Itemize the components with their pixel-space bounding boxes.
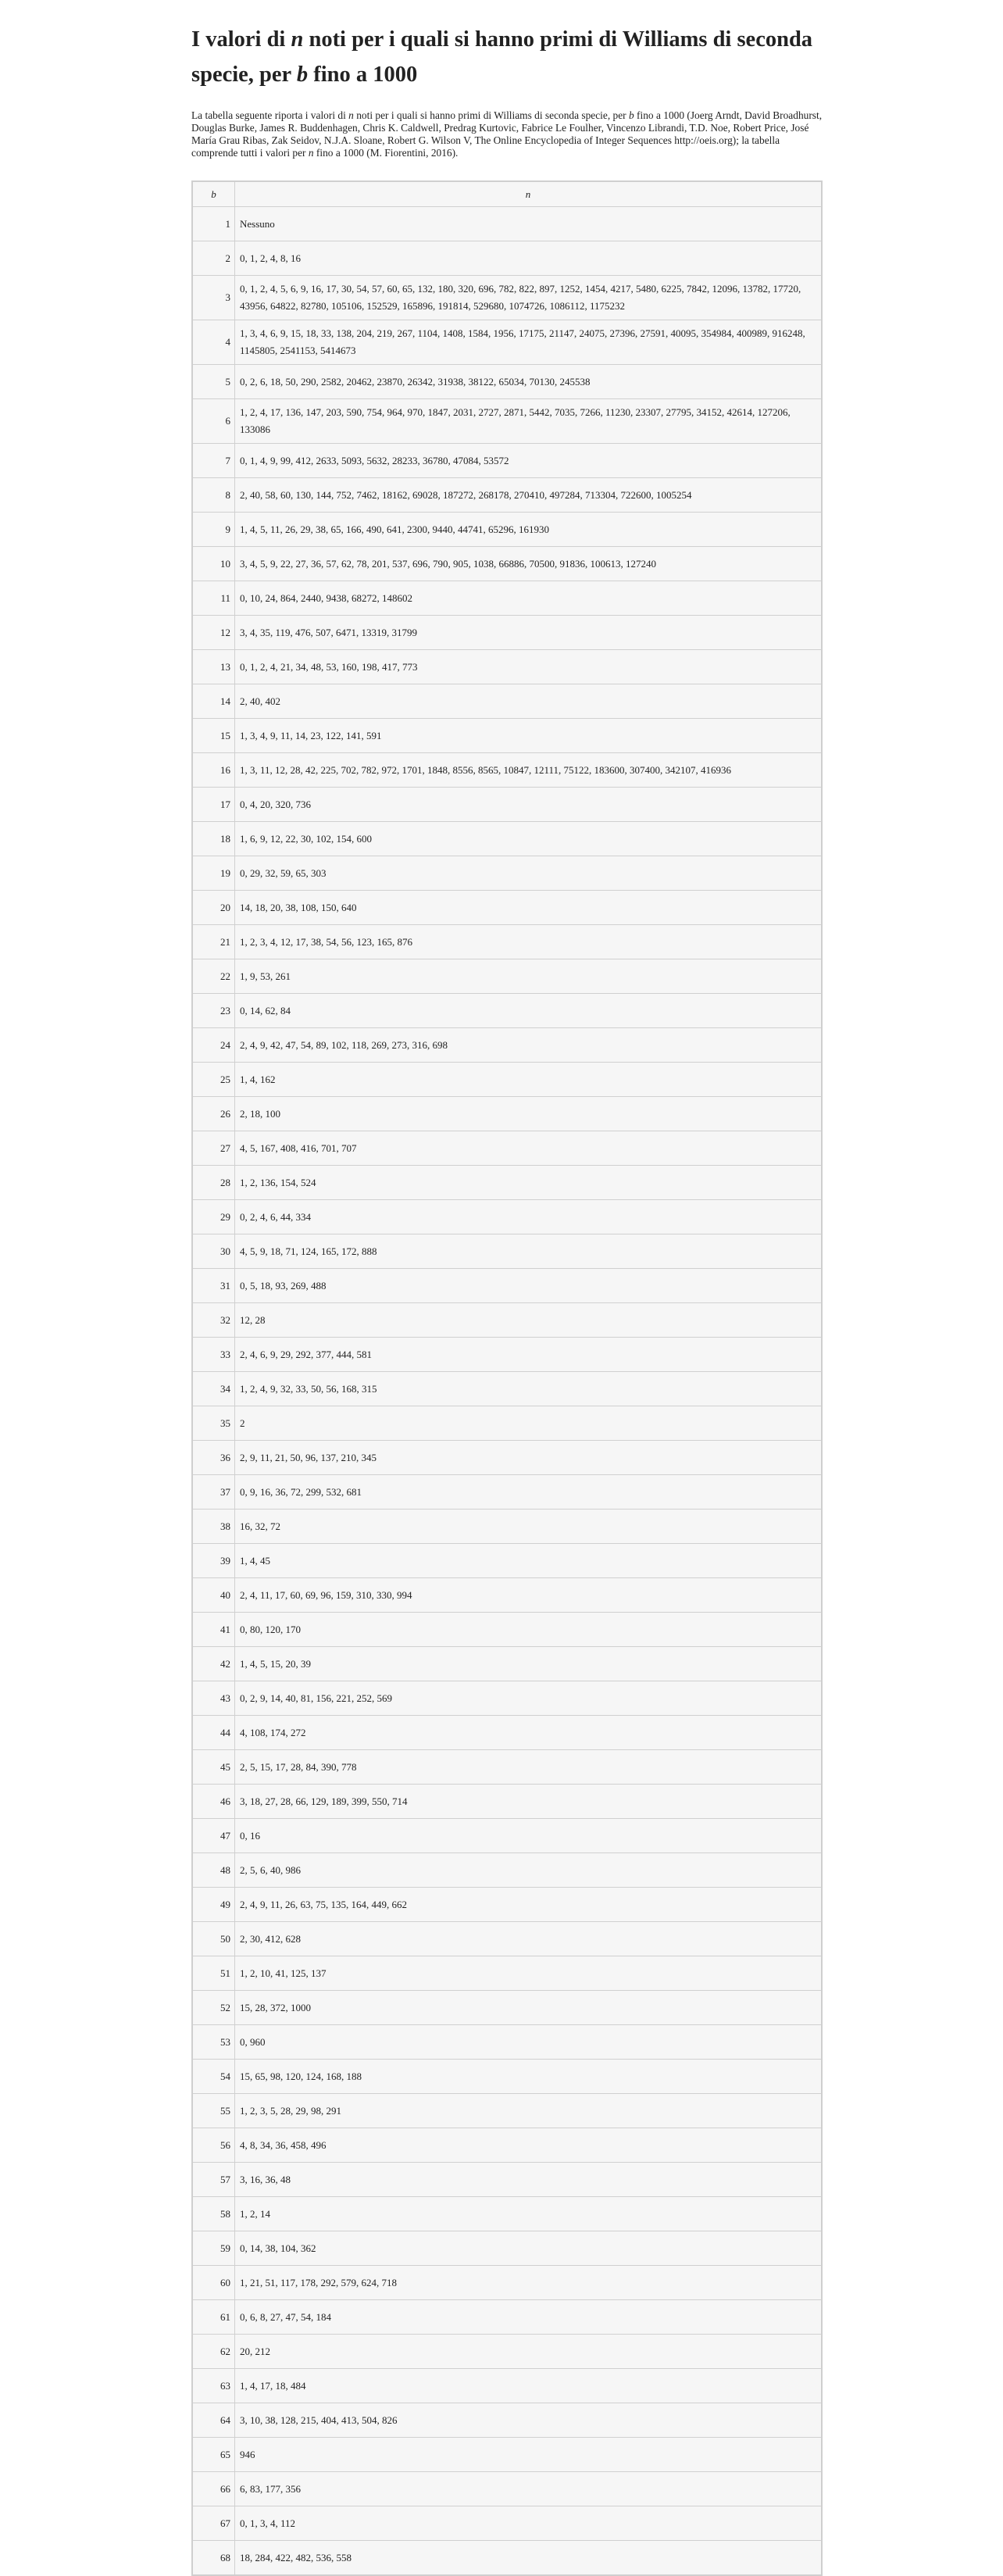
cell-n-values: 2, 5, 15, 17, 28, 84, 390, 778: [235, 1750, 823, 1785]
cell-b-value: 32: [192, 1303, 235, 1338]
cell-n-values: 0, 2, 9, 14, 40, 81, 156, 221, 252, 569: [235, 1681, 823, 1716]
cell-b-value: 28: [192, 1166, 235, 1200]
cell-n-values: 2, 4, 11, 17, 60, 69, 96, 159, 310, 330, 994: [235, 1578, 823, 1613]
table-row: [192, 1750, 822, 1785]
cell-n-values: 18, 284, 422, 482, 536, 558: [235, 2541, 823, 2576]
cell-b-value: 34: [192, 1372, 235, 1406]
cell-n-values: 2, 18, 100: [235, 1097, 823, 1131]
table-row: [192, 2403, 822, 2438]
cell-n-values: 4, 5, 167, 408, 416, 701, 707: [235, 1131, 823, 1166]
table-row: [192, 1063, 822, 1097]
table-row: [192, 1922, 822, 1956]
title-text-post: fino a 1000: [308, 63, 418, 87]
cell-b-value: 50: [192, 1922, 235, 1956]
table-row: [192, 959, 822, 994]
table-row: [192, 2541, 822, 2576]
cell-n-values: 0, 960: [235, 2025, 823, 2060]
cell-b-value: 5: [192, 365, 235, 399]
table-row: [192, 2266, 822, 2300]
table-row: [192, 513, 822, 547]
table-row: [192, 2472, 822, 2506]
cell-n-values: 0, 2, 6, 18, 50, 290, 2582, 20462, 23870, 26342, 31938, 38122, 65034, 70130, 245538: [235, 365, 823, 399]
table-row: [192, 2094, 822, 2128]
cell-n-values: 12, 28: [235, 1303, 823, 1338]
cell-n-values: 0, 16: [235, 1819, 823, 1853]
table-row: [192, 2231, 822, 2266]
cell-b-value: 20: [192, 891, 235, 925]
cell-b-value: 8: [192, 478, 235, 513]
intro-var-b: b: [629, 109, 634, 121]
table-row: [192, 1269, 822, 1303]
cell-n-values: 2, 40, 402: [235, 684, 823, 719]
cell-n-values: 0, 14, 62, 84: [235, 994, 823, 1028]
intro-text: fino a 1000 (Joerg Arndt, David Broadhurst, Douglas Burke, James R. Buddenhagen, Chris K. Caldwell, Predrag Kurtovic, Fabrice Le Foulher, Vincenzo Librandi, T.D. Noe, Robert Price, José María Grau Ribas, Zak Seidov, N.J.A. Sloane, Robert G. Wilson V, The Online Encyclopedia of Integer Sequences http://oeis.org); la tabella comprende tutti i valori per: [191, 109, 823, 159]
cell-b-value: 25: [192, 1063, 235, 1097]
intro-var-n: n: [348, 109, 354, 121]
cell-b-value: 48: [192, 1853, 235, 1888]
table-row: [192, 1097, 822, 1131]
table-row: [192, 1028, 822, 1063]
cell-b-value: 55: [192, 2094, 235, 2128]
table-row: [192, 1888, 822, 1922]
table-row: [192, 1578, 822, 1613]
table-row: [192, 207, 822, 241]
table-row: [192, 891, 822, 925]
cell-n-values: 1, 4, 5, 11, 26, 29, 38, 65, 166, 490, 641, 2300, 9440, 44741, 65296, 161930: [235, 513, 823, 547]
cell-n-values: 14, 18, 20, 38, 108, 150, 640: [235, 891, 823, 925]
table-row: [192, 1131, 822, 1166]
cell-b-value: 1: [192, 207, 235, 241]
table-row: [192, 994, 822, 1028]
cell-n-values: 4, 5, 9, 18, 71, 124, 165, 172, 888: [235, 1234, 823, 1269]
table-row: [192, 1303, 822, 1338]
table-row: [192, 320, 822, 365]
cell-b-value: 31: [192, 1269, 235, 1303]
cell-n-values: 1, 3, 11, 12, 28, 42, 225, 702, 782, 972, 1701, 1848, 8556, 8565, 10847, 12111, 75122, 183600, 307400, 342107, 416936: [235, 753, 823, 788]
table-row: [192, 444, 822, 478]
cell-b-value: 62: [192, 2335, 235, 2369]
cell-n-values: 0, 2, 4, 6, 44, 334: [235, 1200, 823, 1234]
table-row: [192, 1338, 822, 1372]
table-row: [192, 1991, 822, 2025]
table-body: [192, 207, 822, 2576]
cell-b-value: 37: [192, 1475, 235, 1510]
cell-b-value: 61: [192, 2300, 235, 2335]
cell-b-value: 60: [192, 2266, 235, 2300]
cell-b-value: 29: [192, 1200, 235, 1234]
cell-n-values: 0, 1, 2, 4, 8, 16: [235, 241, 823, 276]
cell-n-values: 2, 9, 11, 21, 50, 96, 137, 210, 345: [235, 1441, 823, 1475]
cell-b-value: 26: [192, 1097, 235, 1131]
cell-n-values: 3, 16, 36, 48: [235, 2163, 823, 2197]
table-row: [192, 2128, 822, 2163]
cell-b-value: 56: [192, 2128, 235, 2163]
title-text-pre: I valori di: [191, 27, 291, 52]
cell-n-values: 0, 9, 16, 36, 72, 299, 532, 681: [235, 1475, 823, 1510]
cell-n-values: 1, 2, 14: [235, 2197, 823, 2231]
table-row: [192, 399, 822, 444]
cell-b-value: 67: [192, 2506, 235, 2541]
cell-n-values: 4, 108, 174, 272: [235, 1716, 823, 1750]
cell-b-value: 49: [192, 1888, 235, 1922]
cell-n-values: 1, 9, 53, 261: [235, 959, 823, 994]
title-text-mid: noti per i quali si hanno primi di Williams di seconda specie, per: [191, 27, 813, 87]
cell-b-value: 39: [192, 1544, 235, 1578]
cell-b-value: 19: [192, 856, 235, 891]
cell-n-values: 1, 2, 4, 17, 136, 147, 203, 590, 754, 964, 970, 1847, 2031, 2727, 2871, 5442, 7035, 7266, 11230, 23307, 27795, 34152, 42614, 127206, 133086: [235, 399, 823, 444]
cell-b-value: 44: [192, 1716, 235, 1750]
page-content: [191, 0, 824, 2563]
column-header-b: b: [192, 181, 235, 207]
table-row: [192, 1441, 822, 1475]
cell-n-values: 3, 10, 38, 128, 215, 404, 413, 504, 826: [235, 2403, 823, 2438]
cell-n-values: 1, 4, 17, 18, 484: [235, 2369, 823, 2403]
cell-b-value: 40: [192, 1578, 235, 1613]
table-row: [192, 719, 822, 753]
cell-b-value: 38: [192, 1510, 235, 1544]
table-row: [192, 276, 822, 320]
table-row: [192, 365, 822, 399]
cell-b-value: 9: [192, 513, 235, 547]
table-header-row: [192, 181, 822, 207]
cell-b-value: 2: [192, 241, 235, 276]
table-row: [192, 581, 822, 616]
table-row: [192, 478, 822, 513]
cell-b-value: 23: [192, 994, 235, 1028]
cell-n-values: 1, 2, 136, 154, 524: [235, 1166, 823, 1200]
table-row: [192, 2506, 822, 2541]
cell-b-value: 63: [192, 2369, 235, 2403]
cell-b-value: 42: [192, 1647, 235, 1681]
table-row: [192, 1853, 822, 1888]
cell-n-values: 0, 4, 20, 320, 736: [235, 788, 823, 822]
title-var-b: b: [296, 63, 309, 87]
cell-b-value: 65: [192, 2438, 235, 2472]
table-row: [192, 1716, 822, 1750]
cell-n-values: 4, 8, 34, 36, 458, 496: [235, 2128, 823, 2163]
cell-b-value: 17: [192, 788, 235, 822]
cell-b-value: 10: [192, 547, 235, 581]
table-row: [192, 1819, 822, 1853]
cell-n-values: 1, 4, 5, 15, 20, 39: [235, 1647, 823, 1681]
cell-n-values: 0, 1, 3, 4, 112: [235, 2506, 823, 2541]
cell-b-value: 43: [192, 1681, 235, 1716]
cell-b-value: 46: [192, 1785, 235, 1819]
table-row: [192, 856, 822, 891]
cell-b-value: 15: [192, 719, 235, 753]
cell-b-value: 16: [192, 753, 235, 788]
intro-text: fino a 1000 (M. Fiorentini, 2016).: [313, 147, 459, 159]
cell-n-values: 20, 212: [235, 2335, 823, 2369]
cell-n-values: 1, 4, 45: [235, 1544, 823, 1578]
table-row: [192, 1234, 822, 1269]
cell-n-values: 1, 21, 51, 117, 178, 292, 579, 624, 718: [235, 2266, 823, 2300]
cell-n-values: 0, 80, 120, 170: [235, 1613, 823, 1647]
cell-b-value: 66: [192, 2472, 235, 2506]
cell-n-values: 1, 3, 4, 6, 9, 15, 18, 33, 138, 204, 219, 267, 1104, 1408, 1584, 1956, 17175, 21147, 24075, 27396, 27591, 40095, 354984, 400989, 916248, 1145805, 2541153, 5414673: [235, 320, 823, 365]
cell-b-value: 47: [192, 1819, 235, 1853]
cell-n-values: 0, 1, 4, 9, 99, 412, 2633, 5093, 5632, 28233, 36780, 47084, 53572: [235, 444, 823, 478]
table-row: [192, 1785, 822, 1819]
table-row: [192, 2197, 822, 2231]
table-row: [192, 753, 822, 788]
cell-n-values: 2, 5, 6, 40, 986: [235, 1853, 823, 1888]
cell-n-values: 2, 4, 6, 9, 29, 292, 377, 444, 581: [235, 1338, 823, 1372]
table-row: [192, 1544, 822, 1578]
cell-n-values: Nessuno: [235, 207, 823, 241]
cell-b-value: 4: [192, 320, 235, 365]
table-row: [192, 2060, 822, 2094]
table-row: [192, 822, 822, 856]
cell-b-value: 18: [192, 822, 235, 856]
cell-b-value: 30: [192, 1234, 235, 1269]
table-row: [192, 547, 822, 581]
table-row: [192, 925, 822, 959]
cell-b-value: 11: [192, 581, 235, 616]
table-row: [192, 1956, 822, 1991]
cell-b-value: 13: [192, 650, 235, 684]
table-row: [192, 1372, 822, 1406]
cell-n-values: 1, 3, 4, 9, 11, 14, 23, 122, 141, 591: [235, 719, 823, 753]
table-row: [192, 2438, 822, 2472]
table-row: [192, 1510, 822, 1544]
cell-b-value: 22: [192, 959, 235, 994]
table-row: [192, 788, 822, 822]
cell-b-value: 6: [192, 399, 235, 444]
cell-b-value: 3: [192, 276, 235, 320]
cell-n-values: 1, 6, 9, 12, 22, 30, 102, 154, 600: [235, 822, 823, 856]
table-row: [192, 2300, 822, 2335]
cell-b-value: 36: [192, 1441, 235, 1475]
cell-b-value: 21: [192, 925, 235, 959]
williams-primes-table: [191, 180, 823, 2576]
table-row: [192, 1200, 822, 1234]
table-row: [192, 1166, 822, 1200]
cell-n-values: 1, 4, 162: [235, 1063, 823, 1097]
cell-n-values: 946: [235, 2438, 823, 2472]
cell-b-value: 12: [192, 616, 235, 650]
cell-n-values: 2: [235, 1406, 823, 1441]
table-row: [192, 2025, 822, 2060]
cell-n-values: 3, 4, 35, 119, 476, 507, 6471, 13319, 31799: [235, 616, 823, 650]
cell-b-value: 7: [192, 444, 235, 478]
cell-n-values: 3, 4, 5, 9, 22, 27, 36, 57, 62, 78, 201, 537, 696, 790, 905, 1038, 66886, 70500, 91836, 100613, 127240: [235, 547, 823, 581]
page-title: [191, 22, 824, 92]
table-row: [192, 1647, 822, 1681]
table-row: [192, 1475, 822, 1510]
cell-b-value: 59: [192, 2231, 235, 2266]
table-row: [192, 1406, 822, 1441]
table-row: [192, 1613, 822, 1647]
cell-b-value: 35: [192, 1406, 235, 1441]
cell-b-value: 14: [192, 684, 235, 719]
cell-n-values: 16, 32, 72: [235, 1510, 823, 1544]
cell-n-values: 6, 83, 177, 356: [235, 2472, 823, 2506]
cell-n-values: 2, 40, 58, 60, 130, 144, 752, 7462, 18162, 69028, 187272, 268178, 270410, 497284, 713304, 722600, 1005254: [235, 478, 823, 513]
table-row: [192, 616, 822, 650]
cell-n-values: 15, 65, 98, 120, 124, 168, 188: [235, 2060, 823, 2094]
cell-n-values: 2, 4, 9, 42, 47, 54, 89, 102, 118, 269, 273, 316, 698: [235, 1028, 823, 1063]
cell-n-values: 1, 2, 3, 4, 12, 17, 38, 54, 56, 123, 165, 876: [235, 925, 823, 959]
table-row: [192, 2163, 822, 2197]
cell-n-values: 2, 4, 9, 11, 26, 63, 75, 135, 164, 449, 662: [235, 1888, 823, 1922]
cell-n-values: 0, 1, 2, 4, 21, 34, 48, 53, 160, 198, 417, 773: [235, 650, 823, 684]
cell-n-values: 1, 2, 10, 41, 125, 137: [235, 1956, 823, 1991]
intro-paragraph: [191, 109, 824, 159]
table-row: [192, 684, 822, 719]
cell-n-values: 2, 30, 412, 628: [235, 1922, 823, 1956]
column-header-n: n: [235, 181, 823, 207]
cell-b-value: 68: [192, 2541, 235, 2576]
cell-n-values: 0, 1, 2, 4, 5, 6, 9, 16, 17, 30, 54, 57, 60, 65, 132, 180, 320, 696, 782, 822, 897, 1252, 1454, 4217, 5480, 6225, 7842, 12096, 13782, 17720, 43956, 64822, 82780, 105106, 152529, 165896, 191814, 529680, 1074726, 1086112, 1175232: [235, 276, 823, 320]
cell-b-value: 27: [192, 1131, 235, 1166]
title-var-n: n: [291, 27, 304, 52]
cell-b-value: 24: [192, 1028, 235, 1063]
cell-b-value: 52: [192, 1991, 235, 2025]
cell-b-value: 33: [192, 1338, 235, 1372]
cell-b-value: 54: [192, 2060, 235, 2094]
cell-n-values: 0, 29, 32, 59, 65, 303: [235, 856, 823, 891]
cell-n-values: 1, 2, 4, 9, 32, 33, 50, 56, 168, 315: [235, 1372, 823, 1406]
cell-b-value: 58: [192, 2197, 235, 2231]
table-row: [192, 241, 822, 276]
cell-n-values: 3, 18, 27, 28, 66, 129, 189, 399, 550, 714: [235, 1785, 823, 1819]
cell-n-values: 15, 28, 372, 1000: [235, 1991, 823, 2025]
cell-n-values: 0, 14, 38, 104, 362: [235, 2231, 823, 2266]
table-row: [192, 2369, 822, 2403]
cell-b-value: 45: [192, 1750, 235, 1785]
table-row: [192, 2335, 822, 2369]
cell-n-values: 0, 6, 8, 27, 47, 54, 184: [235, 2300, 823, 2335]
cell-b-value: 51: [192, 1956, 235, 1991]
intro-text: La tabella seguente riporta i valori di: [191, 109, 349, 121]
intro-text: noti per i quali si hanno primi di Williams di seconda specie, per: [353, 109, 629, 121]
cell-n-values: 0, 5, 18, 93, 269, 488: [235, 1269, 823, 1303]
cell-b-value: 57: [192, 2163, 235, 2197]
cell-n-values: 0, 10, 24, 864, 2440, 9438, 68272, 148602: [235, 581, 823, 616]
table-row: [192, 650, 822, 684]
intro-var-n: n: [308, 147, 314, 159]
cell-b-value: 53: [192, 2025, 235, 2060]
cell-b-value: 41: [192, 1613, 235, 1647]
table-row: [192, 1681, 822, 1716]
cell-b-value: 64: [192, 2403, 235, 2438]
cell-n-values: 1, 2, 3, 5, 28, 29, 98, 291: [235, 2094, 823, 2128]
